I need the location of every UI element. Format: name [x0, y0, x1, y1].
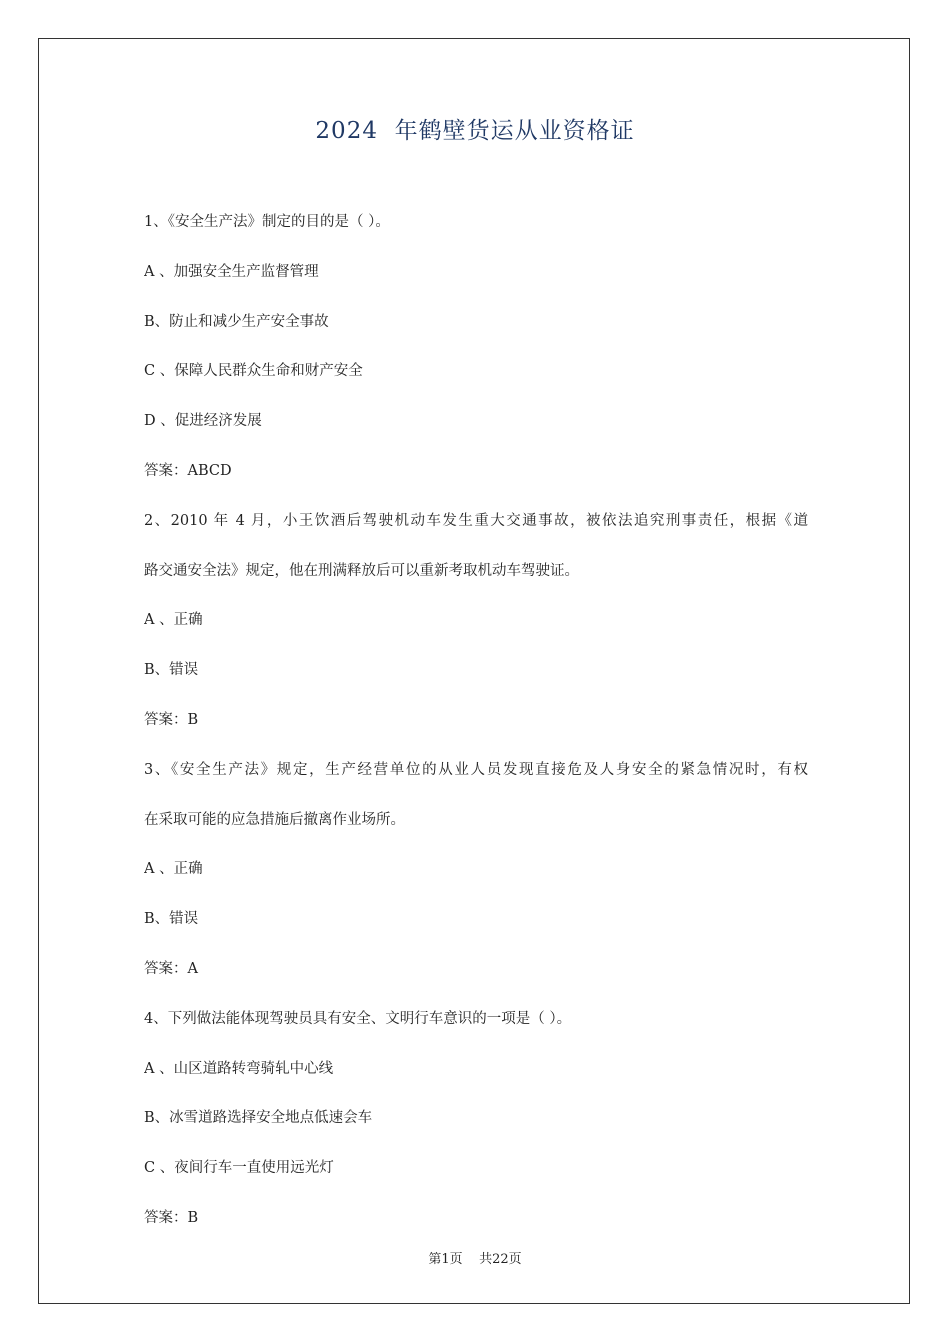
question-3-option-b: B、错误 — [144, 911, 199, 928]
question-1-answer: 答案：ABCD — [144, 462, 232, 479]
question-4-option-c: C 、夜间行车一直使用远光灯 — [144, 1160, 334, 1177]
question-2-option-b: B、错误 — [144, 662, 199, 679]
question-list — [144, 198, 808, 1244]
question-3-stem-line-2: 在采取可能的应急措施后撤离作业场所。 — [144, 811, 405, 828]
question-1-option-c: C 、保障人民群众生命和财产安全 — [144, 363, 363, 380]
question-1-option-d: D 、促进经济发展 — [144, 413, 262, 430]
question-2-answer: 答案：B — [144, 711, 199, 728]
question-3-option-a: A 、正确 — [144, 861, 203, 878]
question-4-answer: 答案：B — [144, 1209, 199, 1226]
question-4-stem: 4、下列做法能体现驾驶员具有安全、文明行车意识的一项是（ ）。 — [144, 1010, 572, 1027]
question-4-option-b: B、冰雪道路选择安全地点低速会车 — [144, 1110, 373, 1127]
page-title: 2024 年鹤壁货运从业资格证 — [315, 118, 635, 144]
question-2-option-a: A 、正确 — [144, 612, 203, 629]
question-2-stem-line-1: 2、2010 年 4 月，小王饮酒后驾驶机动车发生重大交通事故，被依法追究刑事责任，根据《道 — [144, 512, 808, 529]
question-1-stem: 1、《安全生产法》制定的目的是（ ）。 — [144, 214, 390, 230]
page-footer: 第1页 共22页 — [428, 1252, 522, 1267]
question-3-answer: 答案：A — [144, 960, 198, 977]
question-4-option-a: A 、山区道路转弯骑轧中心线 — [144, 1060, 334, 1077]
question-2-stem-line-2: 路交通安全法》规定，他在刑满释放后可以重新考取机动车驾驶证。 — [144, 562, 579, 579]
question-3-stem-line-1: 3、《安全生产法》规定，生产经营单位的从业人员发现直接危及人身安全的紧急情况时，有权 — [144, 761, 808, 778]
question-1-option-b: B、防止和减少生产安全事故 — [144, 313, 329, 330]
question-1-option-a: A 、加强安全生产监督管理 — [144, 263, 319, 280]
